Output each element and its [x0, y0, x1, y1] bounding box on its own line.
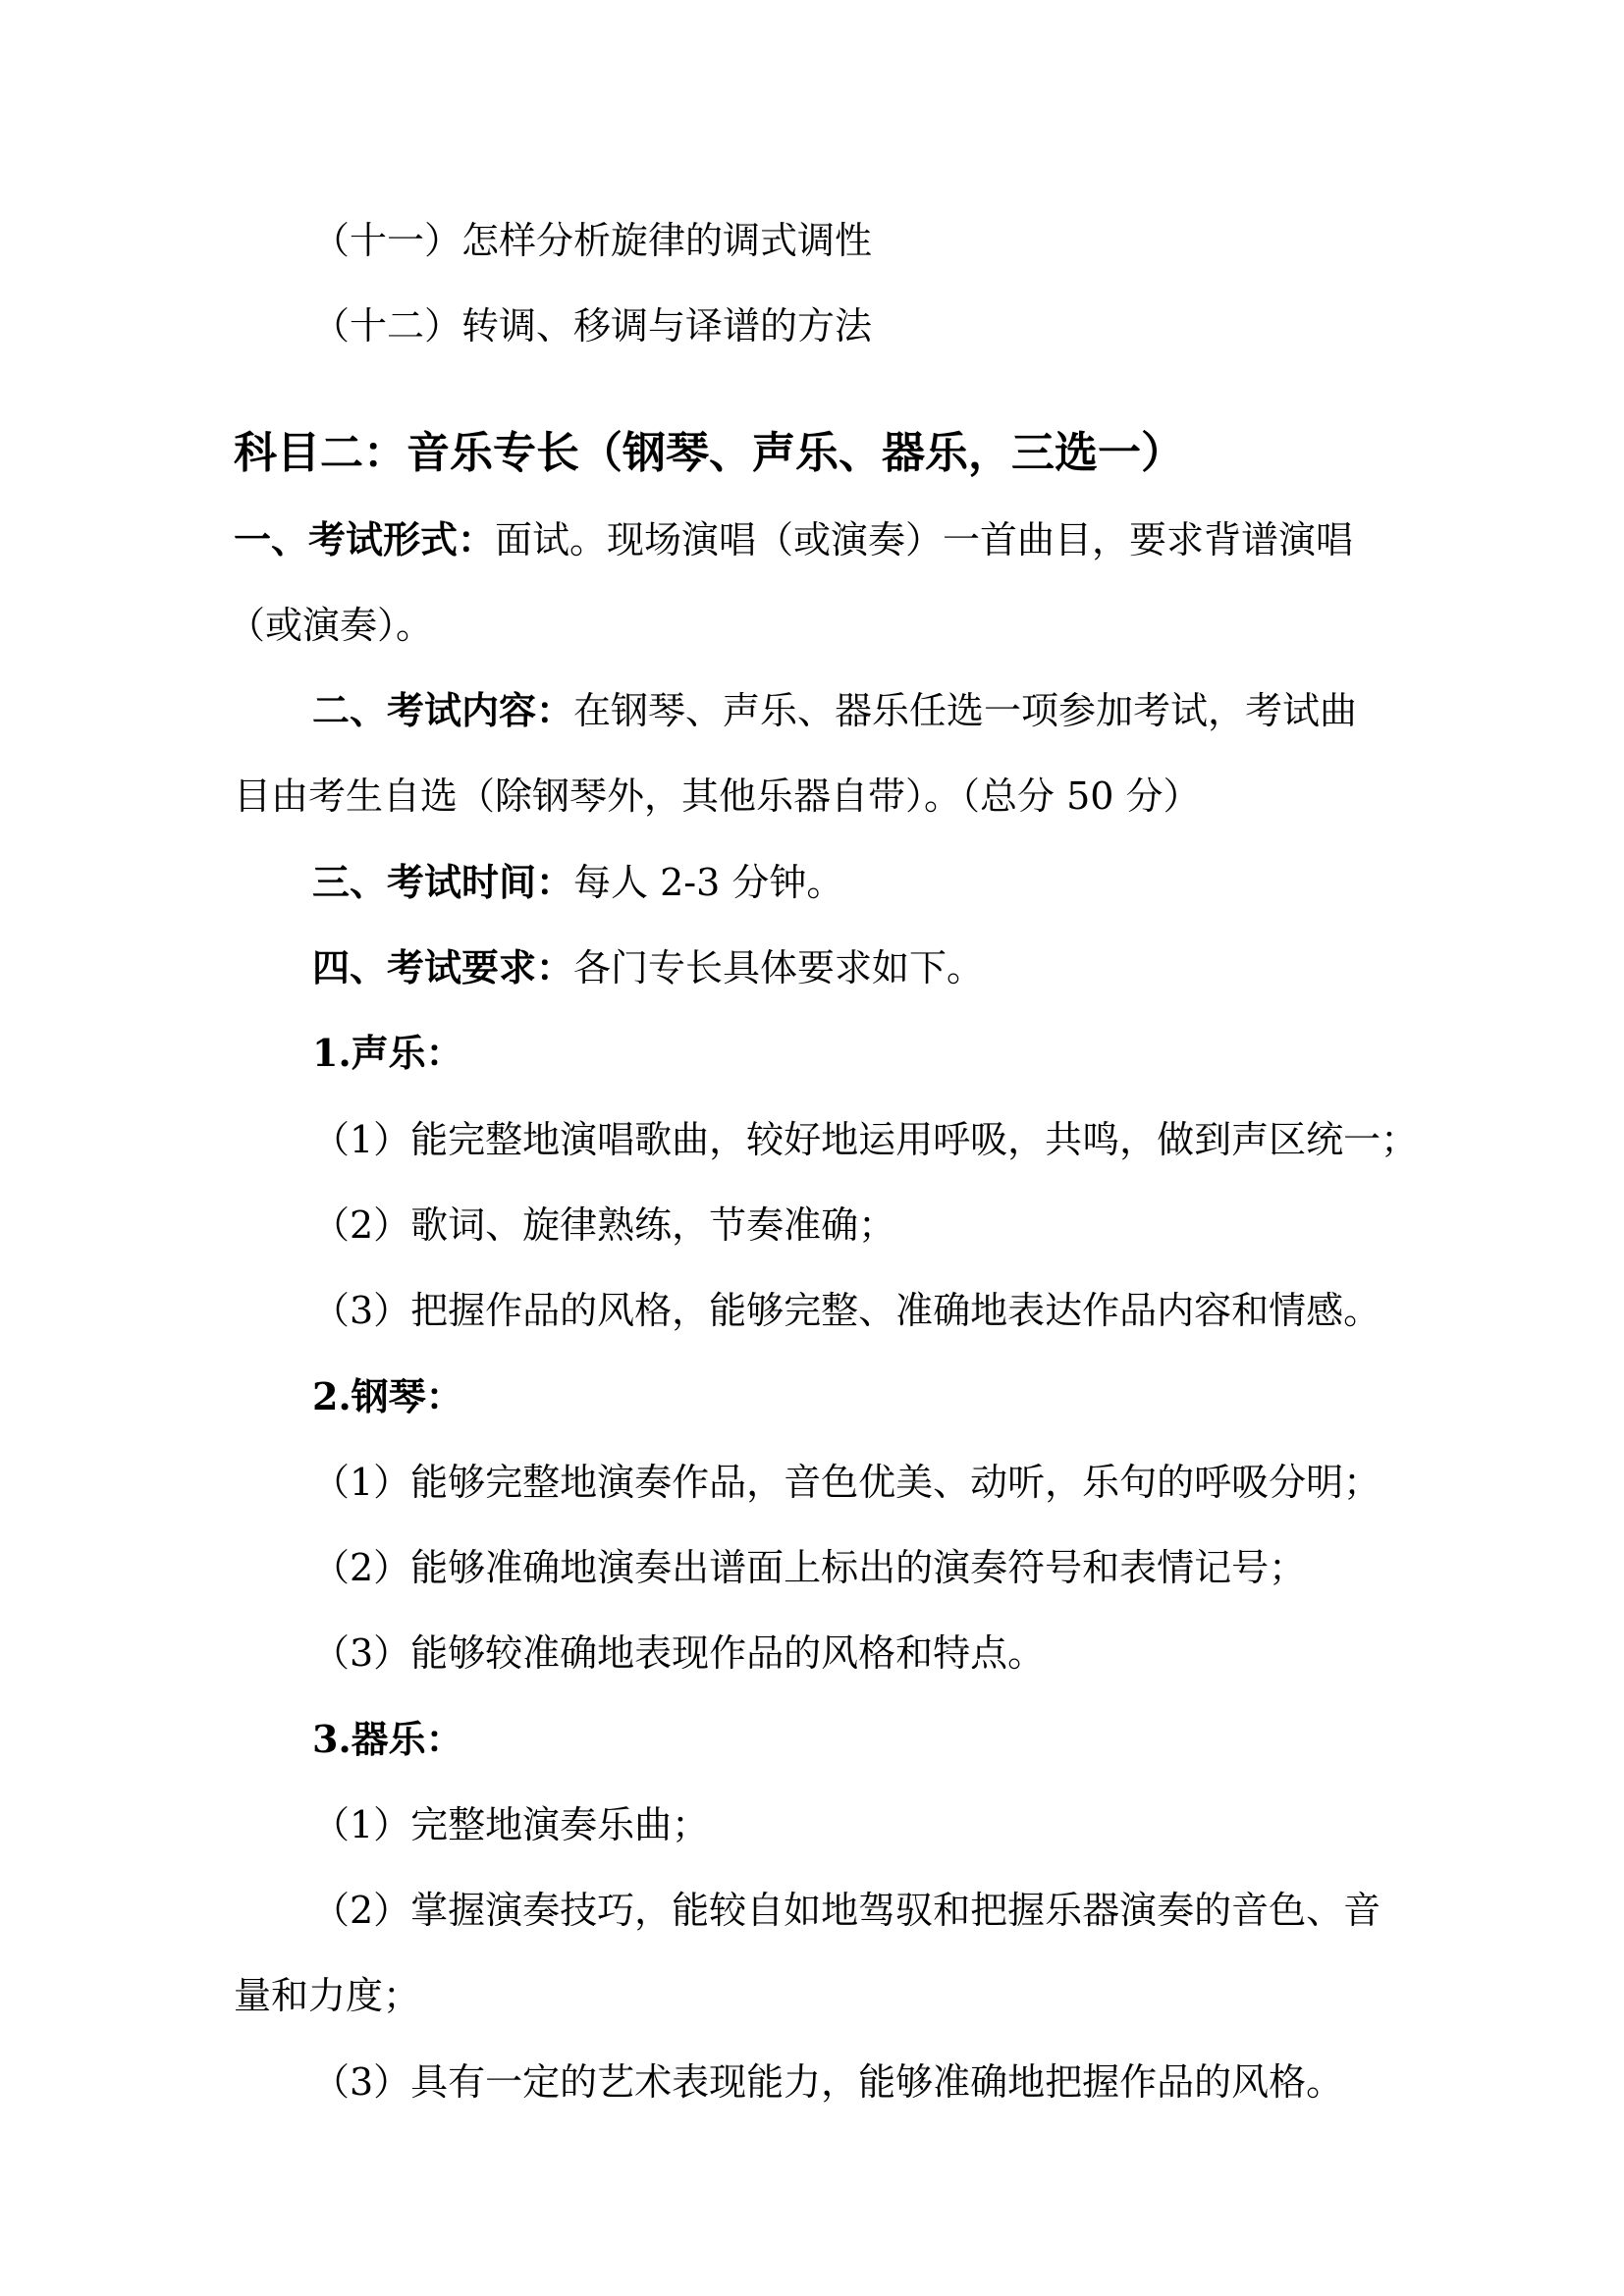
exam-content-label: 二、考试内容：	[312, 688, 574, 732]
exam-requirements-label: 四、考试要求：	[312, 945, 574, 989]
instrument-item-2: （2）掌握演奏技巧，能较自如地驾驭和把握乐器演奏的音色、音	[312, 1889, 1381, 1932]
instrument-item-2-continuation: 量和力度；	[234, 1974, 421, 2017]
instrument-title: 3.器乐：	[312, 1717, 463, 1761]
instrument-item-1: （1）完整地演奏乐曲；	[312, 1803, 710, 1846]
instrument-item-3: （3）具有一定的艺术表现能力，能够准确地把握作品的风格。	[312, 2060, 1344, 2104]
piano-item-1: （1）能够完整地演奏作品，音色优美、动听，乐句的呼吸分明；	[312, 1461, 1381, 1504]
exam-time-text: 每人 2-3 分钟。	[573, 861, 844, 904]
exam-requirements-paragraph	[312, 946, 984, 989]
vocal-item-3: （3）把握作品的风格，能够完整、准确地表达作品内容和情感。	[312, 1289, 1381, 1332]
vocal-title: 1.声乐：	[312, 1031, 463, 1075]
exam-time-paragraph	[312, 861, 843, 904]
piano-item-3: （3）能够较准确地表现作品的风格和特点。	[312, 1631, 1046, 1675]
toc-item-12: （十二）转调、移调与译谱的方法	[312, 304, 873, 347]
subject-title: 科目二：音乐专长（钢琴、声乐、器乐，三选一）	[234, 428, 1184, 478]
vocal-item-1: （1）能完整地演唱歌曲，较好地运用呼吸，共鸣，做到声区统一；	[312, 1118, 1419, 1161]
exam-requirements-text: 各门专长具体要求如下。	[573, 946, 985, 989]
exam-form-label: 一、考试形式：	[234, 517, 496, 561]
toc-item-11: （十一）怎样分析旋律的调式调性	[312, 219, 873, 262]
piano-item-2: （2）能够准确地演奏出谱面上标出的演奏符号和表情记号；	[312, 1546, 1307, 1589]
exam-form-paragraph	[234, 518, 1353, 561]
exam-content-text: 在钢琴、声乐、器乐任选一项参加考试，考试曲	[573, 689, 1358, 732]
vocal-item-2: （2）歌词、旋律熟练，节奏准确；	[312, 1203, 896, 1247]
exam-form-continuation: （或演奏）。	[228, 604, 434, 647]
exam-content-paragraph	[312, 689, 1357, 732]
exam-form-text: 面试。现场演唱（或演奏）一首曲目，要求背谱演唱	[495, 518, 1354, 561]
piano-title: 2.钢琴：	[312, 1374, 463, 1418]
exam-content-continuation: 目由考生自选（除钢琴外，其他乐器自带）。（总分 50 分）	[234, 774, 1201, 818]
exam-time-label: 三、考试时间：	[312, 860, 574, 904]
